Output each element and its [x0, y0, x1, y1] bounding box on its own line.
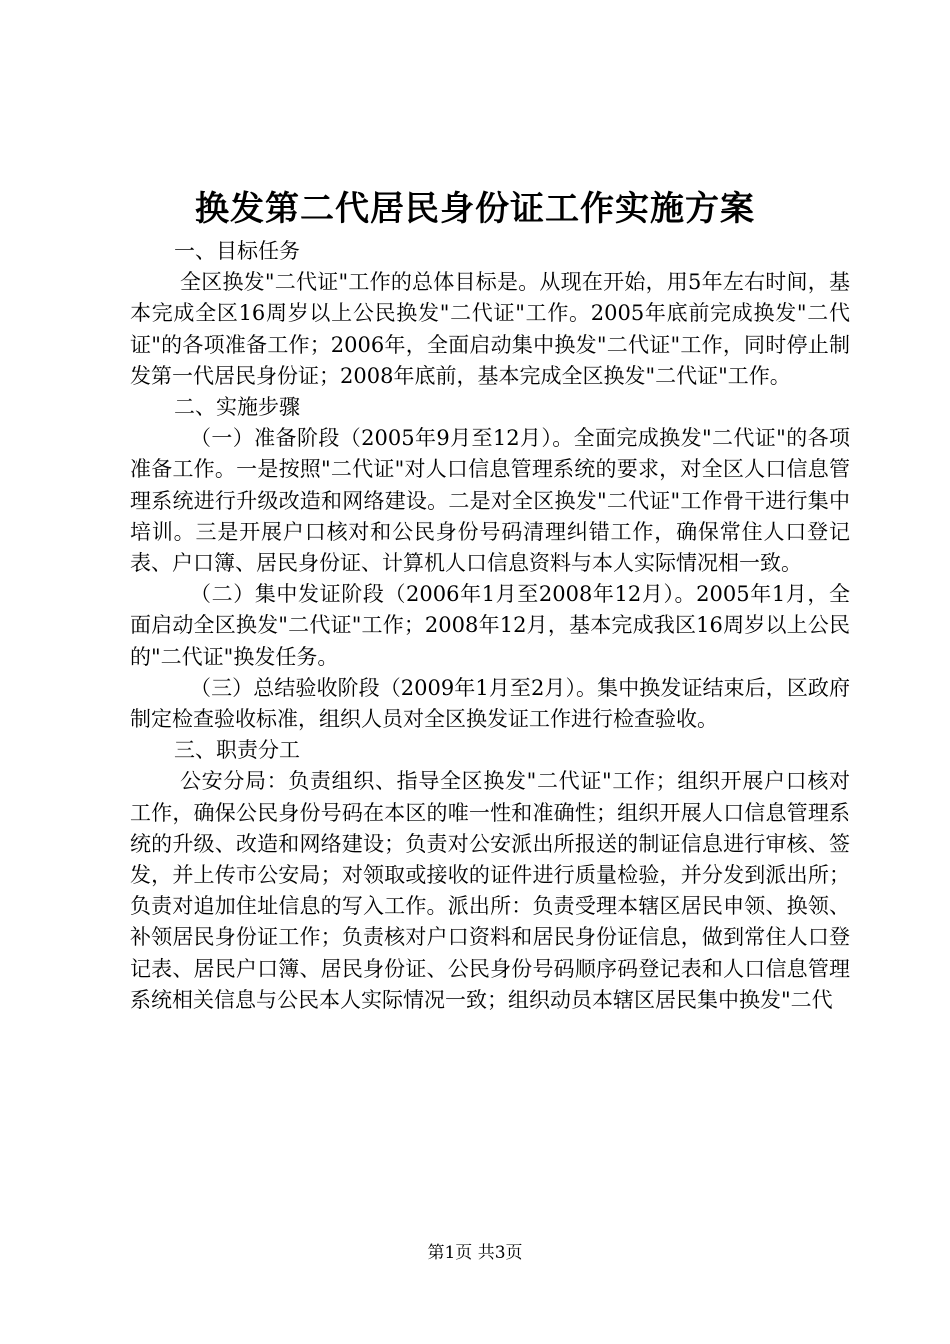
- section-heading-steps: 二、实施步骤: [174, 395, 300, 420]
- document-title: 换发第二代居民身份证工作实施方案: [195, 189, 755, 229]
- paragraph-responsibilities: 公安分局：负责组织、指导全区换发"二代证"工作；组织开展户口核对工作，确保公民身份号码在本区的唯一性和准确性；组织开展人口信息管理系统的升级、改造和网络建设；负责对公安派出所报送的制证信息进行审核、签发，并上传市公安局；对领取或接收的证件进行质量检验，并分发到派出所；负责对追加住址信息的写入工作。派出所：负责受理本辖区居民申领、换领、补领居民身份证工作；负责核对户口资料和居民身份证信息，做到常住人口登记表、居民户口簿、居民身份证、公民身份号码顺序码登记表和人口信息管理系统相关信息与公民本人实际情况一致；组织动员本辖区居民集中换发"二代: [130, 769, 850, 1012]
- section-heading-goals: 一、目标任务: [174, 239, 300, 263]
- section-heading-responsibilities: 三、职责分工: [174, 738, 300, 763]
- document-body: [130, 236, 850, 1016]
- page-footer: 第1页 共3页: [427, 1243, 523, 1263]
- paragraph-step-preparation: （一）准备阶段（2005年9月至12月）。全面完成换发"二代证"的各项准备工作。一是按照"二代证"对人口信息管理系统的要求，对全区人口信息管理系统进行升级改造和网络建设。二是对全区换发"二代证"工作骨干进行集中培训。三是开展户口核对和公民身份号码清理纠错工作，确保常住人口登记表、户口簿、居民身份证、计算机人口信息资料与本人实际情况相一致。: [130, 426, 850, 576]
- paragraph-step-issuance: （二）集中发证阶段（2006年1月至2008年12月）。2005年1月，全面启动全区换发"二代证"工作；2008年12月，基本完成我区16周岁以上公民的"二代证"换发任务。: [130, 582, 850, 669]
- paragraph-goals: 全区换发"二代证"工作的总体目标是。从现在开始，用5年左右时间，基本完成全区16周岁以上公民换发"二代证"工作。2005年底前完成换发"二代证"的各项准备工作；2006年，全面启动集中换发"二代证"工作，同时停止制发第一代居民身份证；2008年底前，基本完成全区换发"二代证"工作。: [130, 270, 850, 388]
- paragraph-step-acceptance: （三）总结验收阶段（2009年1月至2月）。集中换发证结束后，区政府制定检查验收标准，组织人员对全区换发证工作进行检查验收。: [130, 675, 850, 732]
